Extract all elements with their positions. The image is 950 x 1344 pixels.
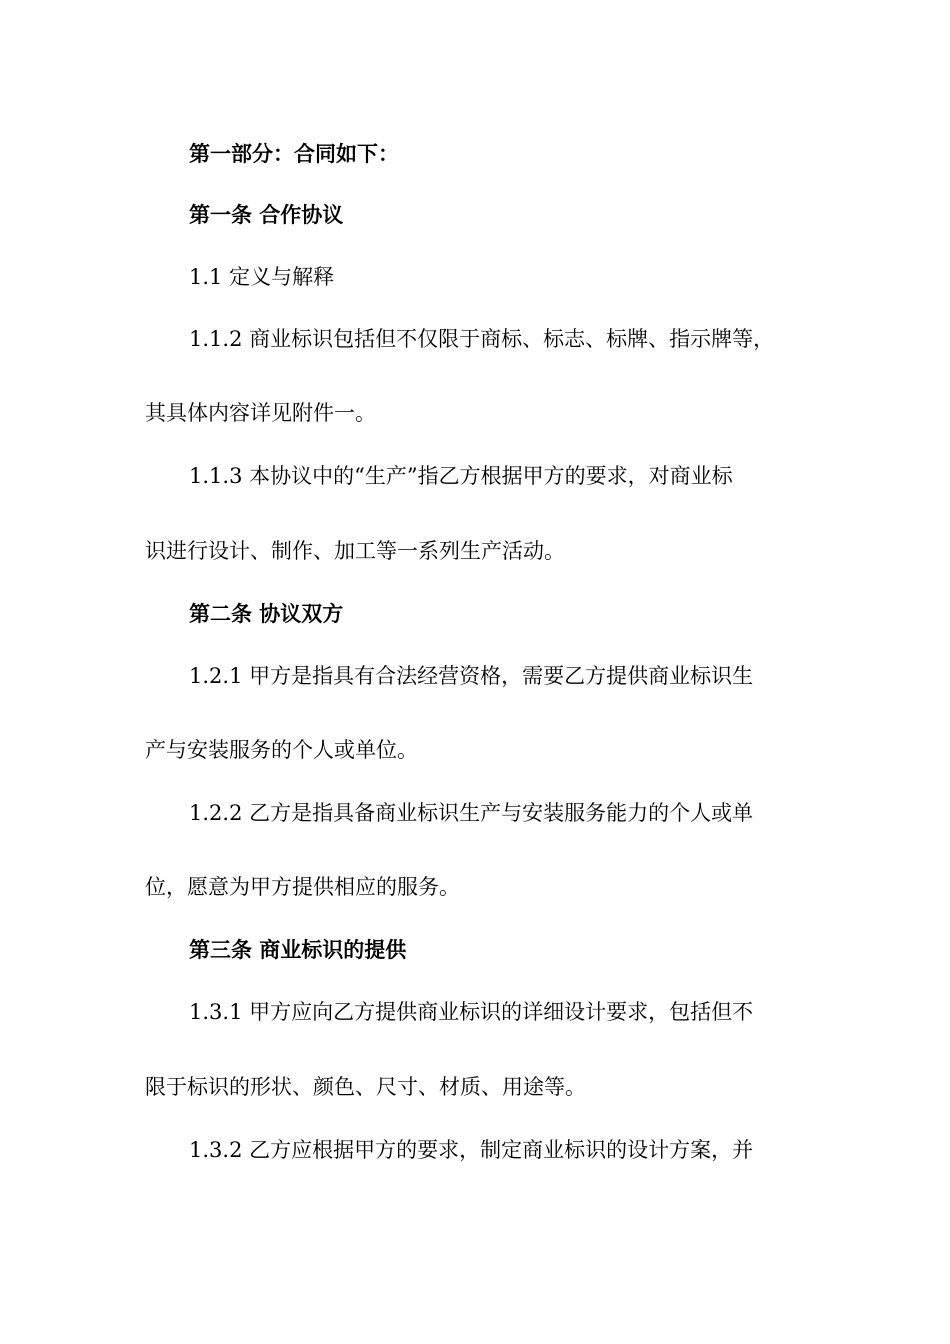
clause-1-2-1-line-2: 产与安装服务的个人或单位。	[145, 738, 418, 762]
clause-1-3-2-line-1: 1.3.2 乙方应根据甲方的要求，制定商业标识的设计方案，并	[189, 1138, 754, 1162]
article-3-heading: 第三条 商业标识的提供	[189, 937, 407, 962]
clause-1-2-2-line-1: 1.2.2 乙方是指具备商业标识生产与安装服务能力的个人或单	[189, 801, 754, 825]
clause-1-2-2-line-2: 位，愿意为甲方提供相应的服务。	[145, 875, 460, 899]
article-1-heading: 第一条 合作协议	[189, 202, 344, 227]
clause-1-2-1-line-1: 1.2.1 甲方是指具有合法经营资格，需要乙方提供商业标识生	[189, 664, 754, 688]
clause-1-1-2-line-1: 1.1.2 商业标识包括但不仅限于商标、标志、标牌、指示牌等，	[189, 327, 775, 351]
clause-1-1-3-line-1: 1.1.3 本协议中的“生产”指乙方根据甲方的要求，对商业标	[189, 464, 733, 488]
article-2-heading: 第二条 协议双方	[189, 601, 344, 626]
clause-1-1-3-line-2: 识进行设计、制作、加工等一系列生产活动。	[145, 539, 565, 563]
clause-1-3-1-line-1: 1.3.1 甲方应向乙方提供商业标识的详细设计要求，包括但不	[189, 1000, 754, 1024]
section-1-1-heading: 1.1 定义与解释	[189, 265, 335, 289]
clause-1-3-1-line-2: 限于标识的形状、颜色、尺寸、材质、用途等。	[145, 1075, 586, 1099]
clause-1-1-2-line-2: 其具体内容详见附件一。	[145, 401, 376, 425]
part-heading: 第一部分：合同如下：	[189, 141, 399, 166]
